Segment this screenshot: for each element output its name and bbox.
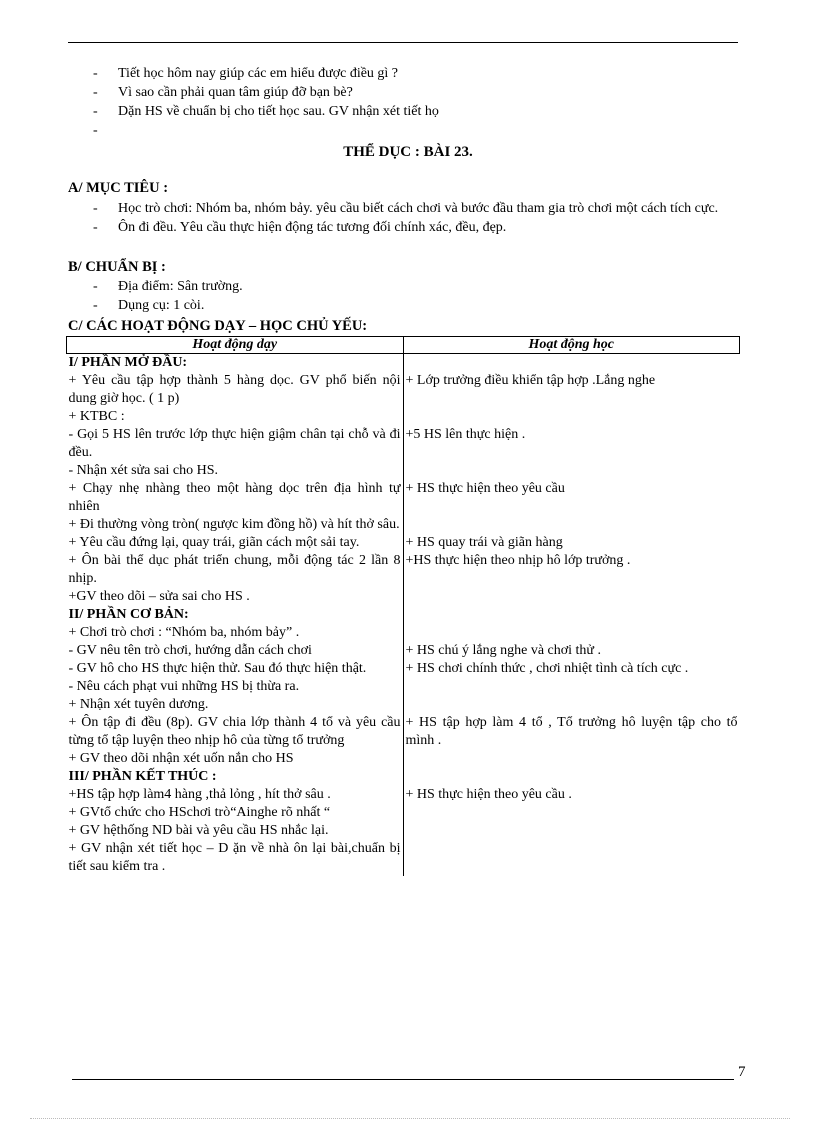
table-row	[67, 642, 740, 660]
teaching-cell: + Nhận xét tuyên dương.	[67, 696, 404, 714]
teaching-cell: + Đi thường vòng tròn( ngược kim đồng hồ) và hít thở sâu.	[67, 516, 404, 534]
learning-cell	[403, 624, 740, 642]
learning-cell	[403, 516, 740, 534]
part-heading: II/ PHẦN CƠ BẢN:	[67, 606, 404, 624]
teaching-cell: + Ôn bài thể dục phát triển chung, mỗi động tác 2 lần 8 nhịp.	[67, 552, 404, 588]
teaching-cell: - Gọi 5 HS lên trước lớp thực hiện giậm chân tại chỗ và đi đều.	[67, 426, 404, 462]
table-row	[67, 822, 740, 840]
teaching-cell: + Yêu cầu đứng lại, quay trái, giãn cách một sải tay.	[67, 534, 404, 552]
teaching-cell: + Yêu cầu tập hợp thành 5 hàng dọc. GV phổ biến nội dung giờ học. ( 1 p)	[67, 372, 404, 408]
teaching-cell: + Chạy nhẹ nhàng theo một hàng dọc trên địa hình tự nhiên	[67, 480, 404, 516]
page-title: THỂ DỤC : BÀI 23.	[343, 144, 473, 160]
section-a-heading: A/ MỤC TIÊU :	[68, 180, 169, 196]
teaching-cell: - GV hô cho HS thực hiện thử. Sau đó thực hiện thật.	[67, 660, 404, 678]
teaching-cell: - Nêu cách phạt vui những HS bị thừa ra.	[67, 678, 404, 696]
column-header-learning: Hoạt động học	[403, 337, 740, 354]
list-item	[90, 121, 745, 140]
teaching-cell: +HS tập hợp làm4 hàng ,thả lỏng , hít thở sâu .	[67, 786, 404, 804]
table-row	[67, 804, 740, 822]
learning-cell	[403, 588, 740, 606]
header-rule	[68, 42, 738, 43]
table-header-row	[67, 337, 740, 354]
list-item: - Dặn HS về chuẩn bị cho tiết học sau. GV nhận xét tiết họ	[90, 102, 745, 121]
section-b-heading: B/ CHUẨN BỊ :	[68, 259, 166, 275]
teaching-cell: - Nhận xét sửa sai cho HS.	[67, 462, 404, 480]
table-row	[67, 516, 740, 534]
page-number: 7	[738, 1064, 746, 1080]
table-row	[67, 408, 740, 426]
table-row	[67, 462, 740, 480]
teaching-cell: + GV nhận xét tiết học – D ặn về nhà ôn lại bài,chuẩn bị tiết sau kiểm tra .	[67, 840, 404, 876]
part-heading: III/ PHẦN KẾT THÚC :	[67, 768, 404, 786]
teaching-cell: + GV hệthống ND bài và yêu cầu HS nhắc lại.	[67, 822, 404, 840]
learning-cell: + HS thực hiện theo yêu cầu .	[405, 787, 572, 802]
intro-list	[90, 64, 745, 140]
table-row	[67, 750, 740, 768]
list-item: - Địa điểm: Sân trường.	[90, 277, 745, 296]
table-row	[67, 624, 740, 642]
learning-cell	[403, 354, 740, 373]
learning-cell: + HS chơi chính thức , chơi nhiệt tình cà tích cực .	[405, 661, 689, 676]
table-row	[67, 354, 740, 373]
table-row	[67, 606, 740, 624]
table-row	[67, 480, 740, 516]
learning-cell	[403, 462, 740, 480]
table-row	[67, 660, 740, 678]
teaching-cell: +GV theo dõi – sửa sai cho HS .	[67, 588, 404, 606]
list-item: - Vì sao cần phải quan tâm giúp đỡ bạn bè?	[90, 83, 745, 102]
teaching-cell: + Chơi trò chơi : “Nhóm ba, nhóm bảy” .	[67, 624, 404, 642]
teaching-cell: + Ôn tập đi đều (8p). GV chia lớp thành 4 tổ và yêu cầu từng tổ tập luyện theo nhịp hô của từng tổ trưởng	[67, 714, 404, 750]
learning-cell	[403, 840, 740, 876]
table-row	[67, 426, 740, 462]
learning-cell	[403, 408, 740, 426]
list-item: - Tiết học hôm nay giúp các em hiểu được điều gì ?	[90, 64, 745, 83]
learning-cell	[403, 606, 740, 624]
learning-cell	[403, 822, 740, 840]
learning-cell	[403, 750, 740, 768]
section-a-list	[90, 199, 745, 237]
table-row	[67, 714, 740, 750]
list-item: - Dụng cụ: 1 còi.	[90, 296, 745, 315]
table-row	[67, 696, 740, 714]
learning-cell: + HS thực hiện theo yêu cầu	[405, 481, 565, 496]
table-row	[67, 534, 740, 552]
learning-cell: + HS tập hợp làm 4 tổ , Tổ trưởng hô luyện tập cho tổ mình .	[405, 715, 738, 748]
table-row	[67, 552, 740, 588]
table-row	[67, 588, 740, 606]
table-row	[67, 678, 740, 696]
column-header-teaching: Hoạt động dạy	[67, 337, 404, 354]
section-b-list	[90, 277, 745, 315]
activity-table	[66, 336, 740, 876]
table-row	[67, 840, 740, 876]
section-c-heading: C/ CÁC HOẠT ĐỘNG DẠY – HỌC CHỦ YẾU:	[68, 318, 368, 334]
table-row	[67, 768, 740, 786]
learning-cell: + Lớp trưởng điều khiển tập hợp .Lắng nghe	[405, 373, 656, 388]
teaching-cell: + KTBC :	[67, 408, 404, 426]
learning-cell: +HS thực hiện theo nhịp hô lớp trưởng .	[405, 553, 631, 568]
learning-cell	[403, 804, 740, 822]
list-item: - Ôn đi đều. Yêu cầu thực hiện động tác tương đối chính xác, đều, đẹp.	[90, 218, 745, 237]
table-row	[67, 786, 740, 804]
learning-cell	[403, 696, 740, 714]
page-edge-dotted-line	[30, 1118, 790, 1119]
footer-rule	[72, 1079, 734, 1080]
learning-cell: + HS chú ý lắng nghe và chơi thử .	[405, 643, 602, 658]
part-heading: I/ PHẦN MỞ ĐẦU:	[67, 354, 404, 373]
table-row	[67, 372, 740, 408]
learning-cell	[403, 768, 740, 786]
teaching-cell: + GVtổ chức cho HSchơi trò“Ainghe rõ nhất “	[67, 804, 404, 822]
learning-cell: +5 HS lên thực hiện .	[405, 427, 526, 442]
list-item: - Học trò chơi: Nhóm ba, nhóm bảy. yêu cầu biết cách chơi và bước đầu tham gia trò chơi một cách tích cực.	[90, 199, 745, 218]
learning-cell: + HS quay trái và giãn hàng	[405, 535, 563, 550]
teaching-cell: - GV nêu tên trò chơi, hướng dẫn cách chơi	[67, 642, 404, 660]
learning-cell	[403, 678, 740, 696]
teaching-cell: + GV theo dõi nhận xét uốn nắn cho HS	[67, 750, 404, 768]
